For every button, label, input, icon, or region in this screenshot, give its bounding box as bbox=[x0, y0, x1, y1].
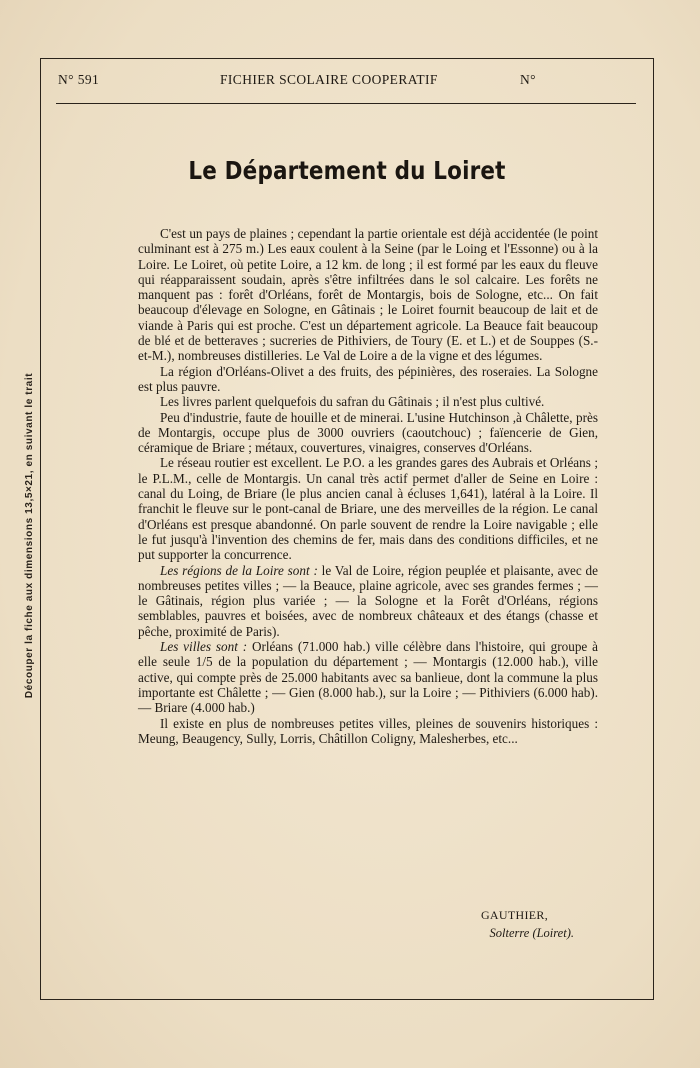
paragraph bbox=[138, 226, 598, 364]
cutting-instruction-text: Découper la fiche aux dimensions 13,5×21, en suivant le trait bbox=[24, 372, 36, 698]
header-divider bbox=[56, 103, 636, 104]
paragraph-text: Orléans (71.000 hab.) ville célèbre dans l'histoire, qui groupe à elle seule 1/5 de la population du département ; — Montargis (12.000 hab.), ville active, qui compte près de 25.000 habitants avec sa banlieue, dont la commune la plus importante est Châlette ; — Gien (8.000 hab.), sur la Loire ; — Pithiviers (6.000 hab). — Briare (4.000 hab.) bbox=[138, 639, 598, 716]
paragraph-text: Peu d'industrie, faute de houille et de minerai. L'usine Hutchinson ,à Châlette, près de Montargis, occupe plus de 3000 ouvriers (caoutchouc) ; faïencerie de Gien, céramique de Briare ; métaux, couvertures, vinaigres, conserves d'Orléans. bbox=[138, 409, 598, 456]
card-number: N° 591 bbox=[58, 72, 100, 87]
paragraph-text: C'est un pays de plaines ; cependant la partie orientale est déjà accidentée (le point culminant est à 275 m.) Les eaux coulent à la Seine (par le Loing et l'Essonne) ou à la Loire. Le Loiret, où petite Loire, a 12 km. de long ; il est formé par les eaux du fleuve qui réapparaissent soudain, après s'être infiltrées dans le sol calcaire. Les forêts ne manquent pas : forêt d'Orléans, forêt de Montargis, bois de Sologne, etc... On fait beaucoup d'élevage en Sologne, en Gâtinais ; le Loiret fournit beaucoup de lait et de viande à Paris qui est proche. C'est un département agricole. La Beauce fait beaucoup de blé et de betteraves ; sucreries de Pithiviers, de Toury (E. et L.) et de Souppes (S.-et-M.), nombreuses distilleries. Le Val de Loire a de la vigne et des légumes. bbox=[138, 226, 598, 364]
cutting-instruction bbox=[19, 330, 41, 740]
author-name: GAUTHIER, bbox=[480, 908, 548, 922]
paragraph bbox=[138, 455, 598, 562]
document-title: Le Département du Loiret bbox=[188, 156, 506, 185]
paragraph bbox=[138, 563, 598, 639]
paragraph-text: La région d'Orléans-Olivet a des fruits, des pépinières, des roseraies. La Sologne est plus pauvre. bbox=[138, 363, 598, 394]
paragraph-lead: Les régions de la Loire sont : bbox=[160, 562, 318, 578]
paragraph-text: Les livres parlent quelquefois du safran du Gâtinais ; il n'est plus cultivé. bbox=[160, 394, 545, 410]
author-location: Solterre (Loiret). bbox=[489, 926, 574, 940]
document-body bbox=[138, 226, 598, 746]
paragraph bbox=[138, 639, 598, 715]
paragraph-lead: Les villes sont : bbox=[160, 639, 248, 655]
paragraph bbox=[138, 394, 598, 409]
paragraph bbox=[138, 364, 598, 395]
card-number-blank: N° bbox=[520, 72, 536, 87]
card-header bbox=[56, 70, 636, 92]
signature-block bbox=[138, 906, 574, 942]
collection-title: FICHIER SCOLAIRE COOPERATIF bbox=[220, 72, 438, 87]
paragraph bbox=[138, 716, 598, 747]
paragraph-text: Il existe en plus de nombreuses petites villes, pleines de souvenirs historiques : Meung, Beaugency, Sully, Lorris, Châtillon Coligny, Malesherbes, etc... bbox=[138, 715, 598, 746]
paragraph-text: le Val de Loire, région peuplée et plaisante, avec de nombreuses petites villes ; — la Beauce, plaine agricole, avec ses grandes fermes ; — le Gâtinais, région plus variée ; — la Sologne et la Forêt d'Orléans, régions semblables, pauvres et boisées, avec de nombreux châteaux et des étangs (chasse et pêche, proximité de Paris). bbox=[138, 562, 598, 639]
paragraph-text: Le réseau routier est excellent. Le P.O. a les grandes gares des Aubrais et Orléans ; le P.L.M., celle de Montargis. Un canal très actif permet d'aller de Seine en Loire : canal du Loing, de Briare (le plus ancien canal à écluses 1,641), latéral à la Loire. Il franchit le fleuve sur le pont-canal de Briare, une des merveilles de la région. Le canal d'Orléans est presque abandonné. On parle souvent de rendre la Loire navigable ; elle le fut jusqu'à l'invention des chemins de fer, mais dans des conditions difficiles, et ne put supporter la concurrence. bbox=[138, 455, 598, 563]
paragraph bbox=[138, 410, 598, 456]
